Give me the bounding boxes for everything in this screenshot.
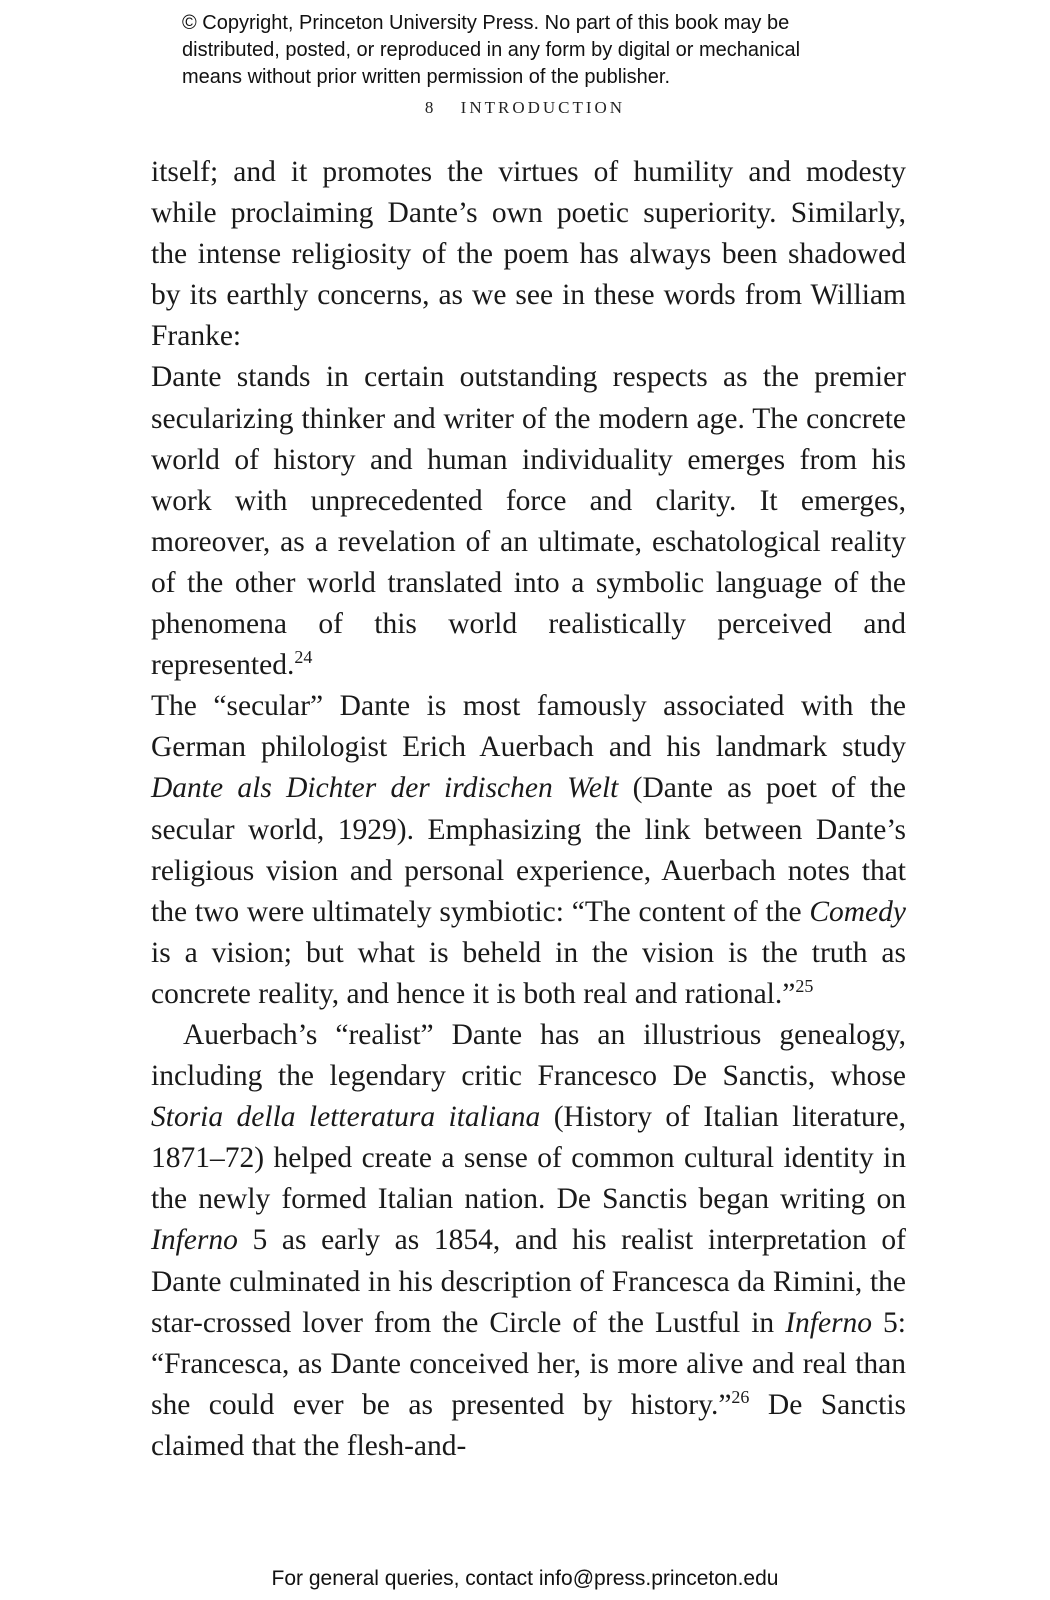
- running-head: [0, 98, 1050, 118]
- footnote-ref: 24: [294, 647, 313, 668]
- copyright-line: distributed, posted, or reproduced in any form by digital or mechanical: [182, 39, 801, 61]
- paragraph: [151, 1015, 906, 1467]
- running-title: INTRODUCTION: [460, 98, 626, 117]
- book-title: Inferno: [151, 1224, 238, 1257]
- paragraph-text: (Dante as poet of the secular world, 1929). Emphasizing the link between Dante’s religious vision and personal experience, Auerbach notes that the two were ultimately symbiotic: “The content of the: [151, 772, 906, 928]
- book-title: Inferno: [785, 1306, 873, 1339]
- paragraph: [151, 152, 906, 357]
- quote-text: Dante stands in certain outstanding respects as the premier secularizing thinker and writer of the modern age. The concrete world of history and human individuality emerges from his work with unprecedented force and clarity. It emerges, moreover, as a revelation of an ultimate, eschatological reality of the other world translated into a symbolic language of the phenomena of this world realistically perceived and represented.: [151, 361, 906, 682]
- footnote-ref: 25: [795, 976, 814, 997]
- paragraph-text: De Sanctis claimed that the flesh-and-: [151, 1388, 906, 1462]
- paragraph-text: itself; and it promotes the virtues of humility and modesty while proclaiming Dante’s own poetic superiority. Similarly, the intense religiosity of the poem has always been shadowed by its earthly concerns, as we see in these words from William Franke:: [151, 156, 906, 353]
- copyright-notice: [182, 10, 902, 91]
- paragraph-text: is a vision; but what is beheld in the vision is the truth as concrete reality, and hence it is both real and rational.”: [151, 936, 906, 1010]
- book-title: Dante als Dichter der irdischen Welt: [151, 772, 619, 805]
- block-quote: [151, 357, 906, 686]
- paragraph-text: (History of Italian literature, 1871–72) helped create a sense of common cultural identity in the newly formed Italian nation. De Sanctis began writing on: [151, 1101, 906, 1216]
- book-title: Comedy: [809, 895, 906, 928]
- paragraph-text: 5 as early as 1854, and his realist interpretation of Dante culminated in his description of Francesca da Rimini, the star-crossed lover from the Circle of the Lustful in: [151, 1224, 906, 1339]
- footnote-ref: 26: [731, 1386, 750, 1407]
- copyright-line: © Copyright, Princeton University Press. No part of this book may be: [182, 12, 790, 34]
- paragraph: [151, 686, 906, 1015]
- paragraph-text: 5: “Francesca, as Dante conceived her, is more alive and real than she could ever be as presented by history.”: [151, 1306, 906, 1421]
- footer-contact: For general queries, contact info@press.princeton.edu: [271, 1567, 779, 1590]
- page-number: 8: [424, 98, 434, 117]
- book-title: Storia della letteratura italiana: [151, 1101, 541, 1134]
- copyright-line: means without prior written permission of the publisher.: [182, 66, 671, 88]
- paragraph-text: Auerbach’s “realist” Dante has an illustrious genealogy, including the legendary critic Francesco De Sanctis, whose: [151, 1018, 906, 1093]
- paragraph-text: The “secular” Dante is most famously associated with the German philologist Erich Auerbach and his landmark study: [151, 690, 906, 764]
- body-text: [151, 152, 906, 1467]
